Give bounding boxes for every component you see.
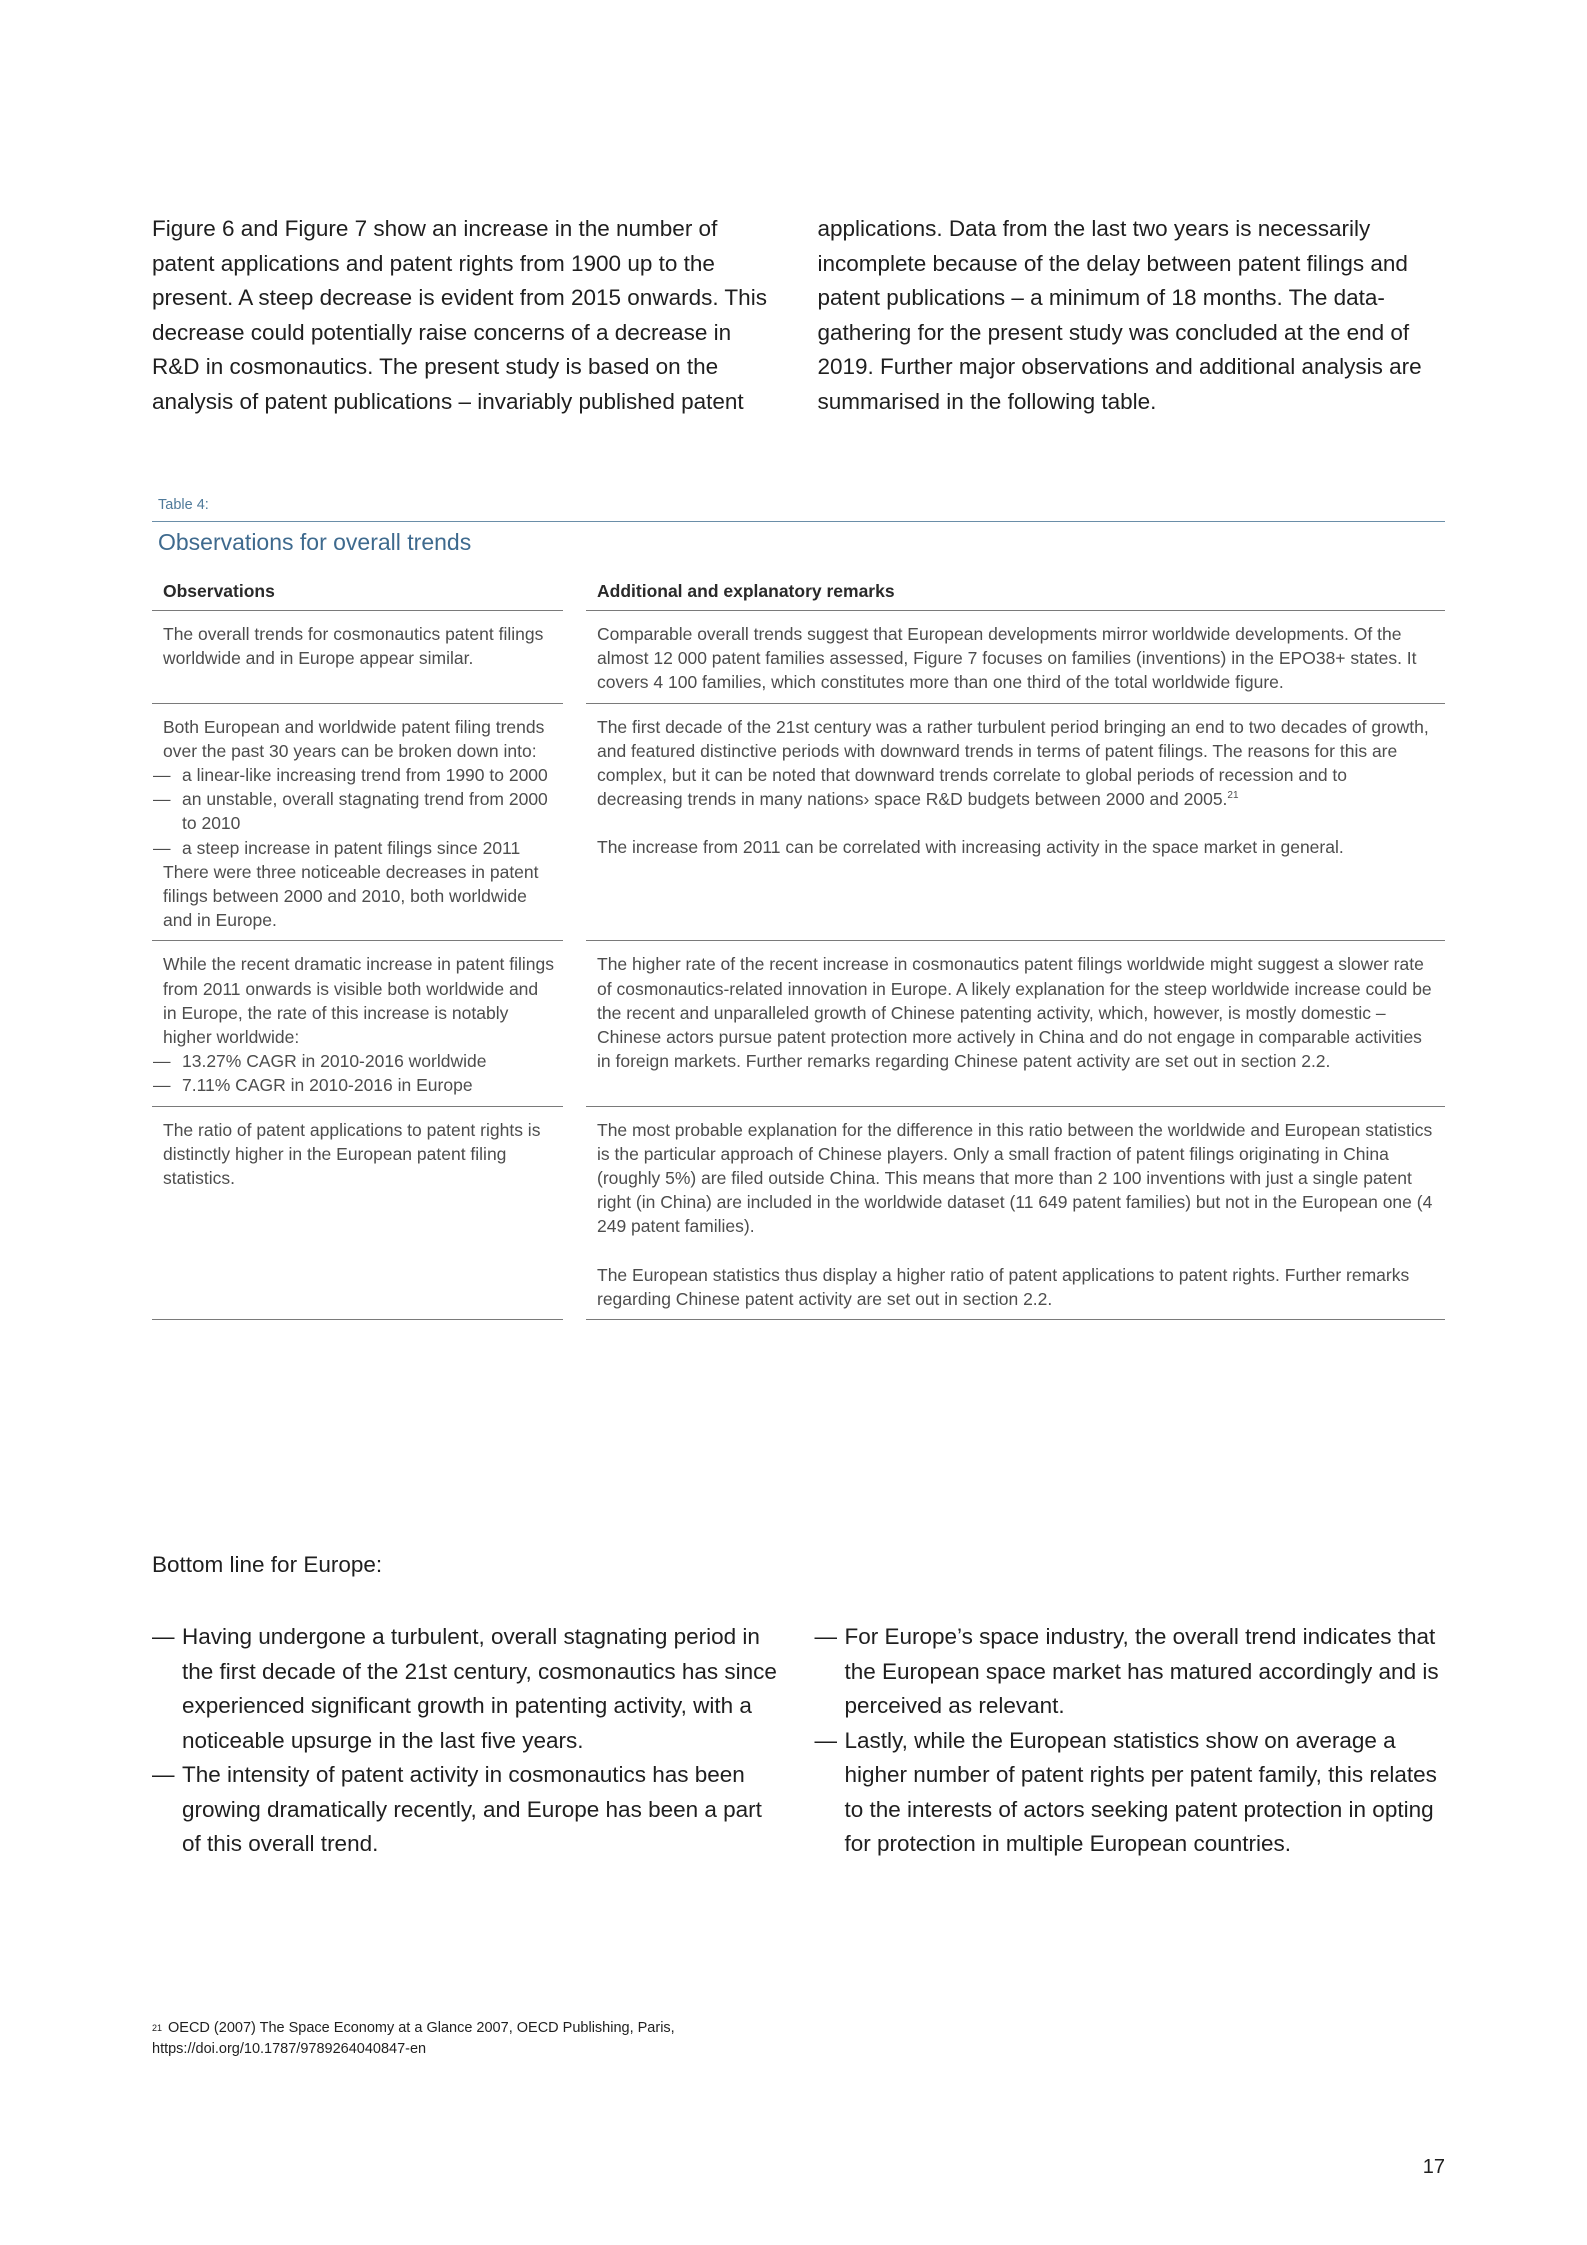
observations-table bbox=[152, 496, 1445, 1320]
observation-intro: While the recent dramatic increase in patent filings from 2011 onwards is visible both worldwide and in Europe, the rate of this increase is notably higher worldwide: bbox=[163, 954, 555, 1048]
footnote-ref: 21 bbox=[1227, 790, 1239, 802]
list-item: — a linear-like increasing trend from 1990 to 2000 bbox=[163, 763, 555, 787]
observation-intro: Both European and worldwide patent filing trends over the past 30 years can be broken down into: bbox=[163, 716, 545, 761]
footnote-citation: OECD (2007) The Space Economy at a Glance 2007, OECD Publishing, Paris, bbox=[168, 2020, 675, 2036]
remark-cell bbox=[586, 941, 1445, 1106]
observation-cell bbox=[152, 704, 563, 942]
footnote bbox=[152, 2018, 952, 2060]
table-row bbox=[152, 1107, 1445, 1320]
observation-text: The overall trends for cosmonautics patent filings worldwide and in Europe appear similar. bbox=[163, 624, 544, 669]
list-item: — Having undergone a turbulent, overall stagnating period in the first decade of the 21st century, cosmonautics has since experienced significant growth in patenting activity, with a noticeable upsurge in the last five years. bbox=[152, 1620, 783, 1758]
list-item: — 13.27% CAGR in 2010-2016 worldwide bbox=[163, 1049, 555, 1073]
footnote-number: 21 bbox=[152, 2023, 163, 2033]
remark-cell bbox=[586, 704, 1445, 942]
table-label: Table 4: bbox=[158, 497, 209, 513]
observation-list bbox=[163, 1049, 555, 1097]
remark-text bbox=[597, 715, 1437, 812]
footnote-link[interactable]: https://doi.org/10.1787/9789264040847-en bbox=[152, 2041, 427, 2057]
remark-cell bbox=[586, 1107, 1445, 1320]
bottom-line-list-right bbox=[815, 1620, 1446, 1862]
observation-cell bbox=[152, 611, 563, 704]
table-row bbox=[152, 611, 1445, 704]
page-number: 17 bbox=[1422, 2156, 1445, 2178]
list-item: — a steep increase in patent filings since 2011 bbox=[163, 836, 555, 860]
remark-text: Comparable overall trends suggest that European developments mirror worldwide developments. Of the almost 12 000 patent families assessed, Figure 7 focuses on families (inventions) in the EPO38+ states. It covers 4 100 families, which constitutes more than one third of the total worldwide figure. bbox=[597, 624, 1417, 693]
observation-list bbox=[163, 763, 555, 860]
observation-text: The ratio of patent applications to patent rights is distinctly higher in the European patent filing statistics. bbox=[163, 1119, 541, 1189]
remark-text: The higher rate of the recent increase in cosmonautics patent filings worldwide might suggest a slower rate of cosmonautics-related innovation in Europe. A likely explanation for the steep worldwide increase could be the recent and unparalleled growth of Chinese patenting activity, which, however, is mostly domestic – Chinese actors pursue patent protection more actively in China and do not engage in comparable activities in foreign markets. Further remarks regarding Chinese patent activity are set out in section 2.2. bbox=[597, 954, 1432, 1072]
remark-cell bbox=[586, 611, 1445, 704]
table-row bbox=[152, 704, 1445, 942]
bottom-line-list-left bbox=[152, 1620, 783, 1862]
remark-text: The most probable explanation for the difference in this ratio between the worldwide and European statistics is the particular approach of Chinese players. Only a small fraction of patent filings originating in China (roughly 5%) are filed outside China. This means that more than 2 100 inventions with just a single patent right (in China) are included in the worldwide dataset (11 649 patent families) but not in the European one (4 249 patent families). bbox=[597, 1119, 1433, 1237]
list-item: — The intensity of patent activity in cosmonautics has been growing dramatically recently, and Europe has been a part of this overall trend. bbox=[152, 1758, 783, 1862]
table-row bbox=[152, 941, 1445, 1106]
bottom-line-title: Bottom line for Europe: bbox=[152, 1552, 383, 1577]
remark-text-second: The European statistics thus display a higher ratio of patent applications to patent rights. Further remarks regarding Chinese patent activity are set out in section 2.2. bbox=[597, 1264, 1410, 1309]
header-remarks: Additional and explanatory remarks bbox=[586, 581, 1445, 611]
table-title: Observations for overall trends bbox=[158, 529, 472, 555]
observation-cell bbox=[152, 941, 563, 1106]
intro-text bbox=[152, 212, 1445, 419]
table-title-rule bbox=[152, 521, 1445, 522]
header-observations: Observations bbox=[152, 581, 563, 611]
observation-outro: There were three noticeable decreases in patent filings between 2000 and 2010, both worldwide and in Europe. bbox=[163, 861, 539, 931]
remark-text-second: The increase from 2011 can be correlated with increasing activity in the space market in general. bbox=[597, 837, 1344, 858]
list-item: — an unstable, overall stagnating trend from 2000 to 2010 bbox=[163, 787, 555, 835]
observation-cell bbox=[152, 1107, 563, 1320]
list-item: — Lastly, while the European statistics show on average a higher number of patent rights per patent family, this relates to the interests of actors seeking patent protection in opting for protection in multiple European countries. bbox=[815, 1724, 1446, 1862]
list-item: — 7.11% CAGR in 2010-2016 in Europe bbox=[163, 1073, 555, 1097]
intro-paragraph-left: Figure 6 and Figure 7 show an increase in the number of patent applications and patent rights from 1900 up to the present. A steep decrease is evident from 2015 onwards. This decrease could potentially raise concerns of a decrease in R&D in cosmonautics. The present study is based on the analysis of patent publications – invariably published patent bbox=[152, 216, 767, 414]
intro-paragraph-right: applications. Data from the last two years is necessarily incomplete because of the delay between patent filings and patent publications – a minimum of 18 months. The data-gathering for the present study was concluded at the end of 2019. Further major observations and additional analysis are summarised in the following table. bbox=[817, 216, 1422, 414]
remark-text-body: The first decade of the 21st century was a rather turbulent period bringing an end to two decades of growth, and featured distinctive periods with downward trends in terms of patent filings. The reasons for this are complex, but it can be noted that downward trends correlate to global periods of recession and to decreasing trends in many nations› space R&D budgets between 2000 and 2005. bbox=[597, 716, 1429, 810]
list-item: — For Europe’s space industry, the overall trend indicates that the European space market has matured accordingly and is perceived as relevant. bbox=[815, 1620, 1446, 1724]
table-header bbox=[152, 581, 1445, 611]
bottom-line-lists bbox=[152, 1620, 1445, 1862]
